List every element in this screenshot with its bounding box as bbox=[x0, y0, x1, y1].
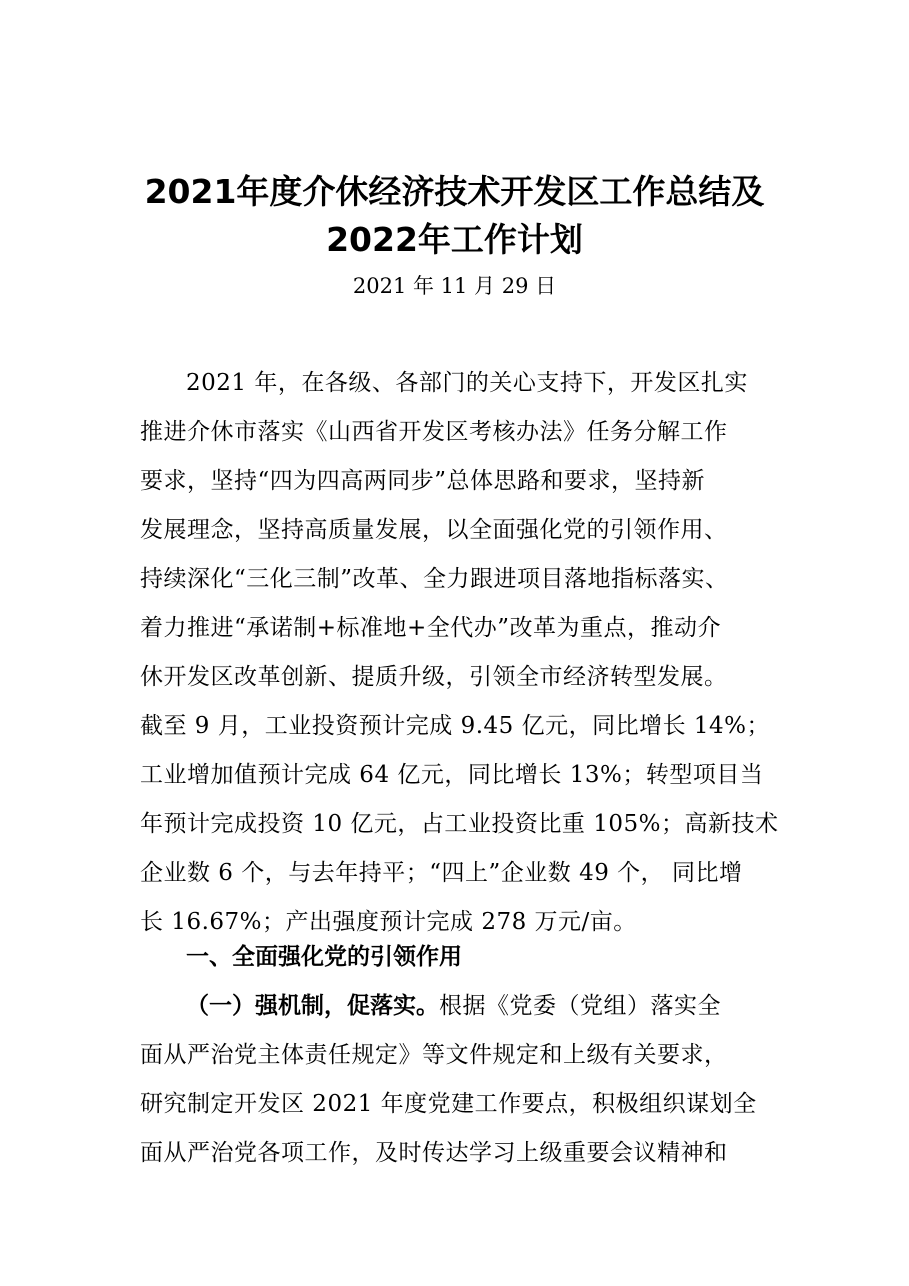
paragraph-line: 持续深化“三化三制”改革、全力跟进项目落地指标落实、 bbox=[140, 566, 729, 592]
section-heading: 一、全面强化党的引领作用 bbox=[186, 944, 462, 970]
paragraph-line: 着力推进“承诺制+标准地+全代办”改革为重点，推动介 bbox=[140, 615, 722, 641]
document-title-line-2: 2022年工作计划 bbox=[326, 220, 583, 259]
subsection-text: 根据《党委（党组）落实全 bbox=[439, 993, 721, 1019]
paragraph-line: 休开发区改革创新、提质升级，引领全市经济转型发展。 bbox=[140, 664, 728, 690]
subsection-label: （一）强机制，促落实。 bbox=[186, 993, 439, 1019]
document-title-line-1: 2021年度介休经济技术开发区工作总结及 bbox=[144, 172, 765, 211]
paragraph-line: 2021 年，在各级、各部门的关心支持下，开发区扎实 bbox=[186, 370, 748, 396]
paragraph-line: 截至 9 月，工业投资预计完成 9.45 亿元，同比增长 14%； bbox=[140, 713, 771, 739]
paragraph-line: 面从严治党各项工作，及时传达学习上级重要会议精神和 bbox=[140, 1140, 728, 1166]
paragraph-line: 研究制定开发区 2021 年度党建工作要点，积极组织谋划全 bbox=[140, 1091, 757, 1117]
paragraph-line: 年预计完成投资 10 亿元，占工业投资比重 105%；高新技术 bbox=[140, 811, 779, 837]
paragraph-line: 工业增加值预计完成 64 亿元，同比增长 13%；转型项目当 bbox=[140, 762, 764, 788]
paragraph-line: 推进介休市落实《山西省开发区考核办法》任务分解工作 bbox=[140, 419, 728, 445]
paragraph-line: 企业数 6 个，与去年持平；“四上”企业数 49 个， 同比增 bbox=[140, 860, 743, 886]
subsection-first-line bbox=[186, 991, 780, 1021]
document-date: 2021 年 11 月 29 日 bbox=[352, 274, 557, 298]
paragraph-line: 面从严治党主体责任规定》等文件规定和上级有关要求， bbox=[140, 1042, 728, 1068]
paragraph-line: 要求，坚持“四为四高两同步”总体思路和要求，坚持新 bbox=[140, 468, 706, 494]
paragraph-line: 发展理念，坚持高质量发展，以全面强化党的引领作用、 bbox=[140, 517, 728, 543]
paragraph-line: 长 16.67%；产出强度预计完成 278 万元/亩。 bbox=[140, 909, 637, 935]
